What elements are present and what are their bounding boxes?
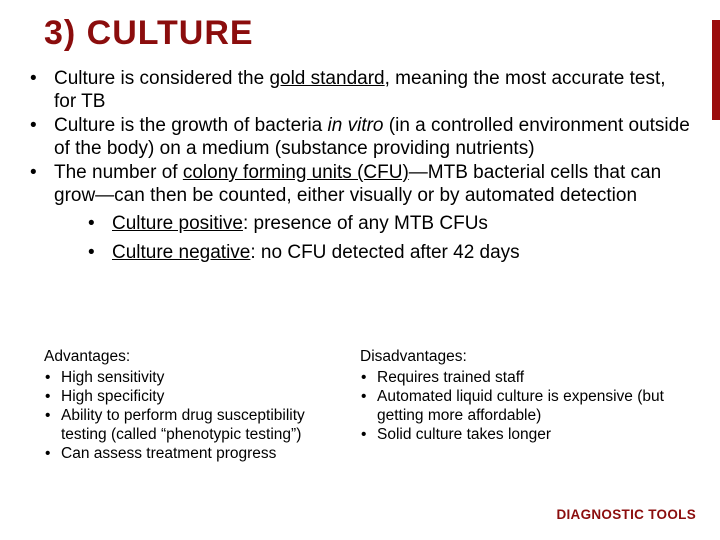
disadvantage-item: • Requires trained staff [360, 368, 710, 387]
text-run: The number of [54, 162, 183, 183]
text-run: Culture is the growth of bacteria [54, 115, 328, 136]
disadvantage-item: • Solid culture takes longer [360, 425, 710, 444]
text-run: Culture is considered the [54, 68, 270, 89]
accent-bar [712, 20, 720, 120]
footer-section-label: DIAGNOSTIC TOOLS [556, 507, 696, 522]
text-run: Culture positive [112, 213, 243, 234]
text-run: colony forming units (CFU) [182, 162, 409, 183]
disadvantages-list [360, 368, 710, 444]
text-run: Culture negative [112, 241, 251, 263]
text-run: , meaning the most accurate test, for TB [54, 68, 666, 112]
text-run: —MTB bacterial cells that can grow—can then be counted, either visually or by automated detection [54, 162, 662, 206]
advantage-item: • High specificity [44, 387, 334, 406]
main-bullet-list [30, 68, 690, 266]
text-run: (in a controlled environment outside of the body) on a medium (substance providing nutrients) [54, 115, 690, 159]
bullet-item [30, 162, 690, 264]
text-run: : no CFU detected after 42 days [250, 241, 520, 263]
advantage-item: • Can assess treatment progress [44, 444, 334, 463]
advantage-item: • Ability to perform drug susceptibility testing (called “phenotypic testing”) [44, 406, 334, 444]
bullet-item [30, 115, 690, 160]
advantages-list [44, 368, 334, 463]
advantages-heading: Advantages: [44, 348, 131, 365]
slide-title: 3) CULTURE [44, 14, 254, 52]
text-run: in vitro [327, 115, 384, 136]
text-run: gold standard [269, 68, 385, 89]
sub-bullet-item [54, 213, 690, 236]
disadvantages-heading: Disadvantages: [360, 348, 467, 365]
bullet-item [30, 68, 690, 113]
text-run: : presence of any MTB CFUs [242, 213, 488, 234]
advantages-column [44, 347, 334, 463]
disadvantages-column [360, 347, 710, 444]
sub-bullet-item [54, 242, 690, 265]
sub-bullet-list [54, 213, 690, 264]
disadvantage-item: • Automated liquid culture is expensive (but getting more affordable) [360, 387, 710, 425]
advantage-item: • High sensitivity [44, 368, 334, 387]
